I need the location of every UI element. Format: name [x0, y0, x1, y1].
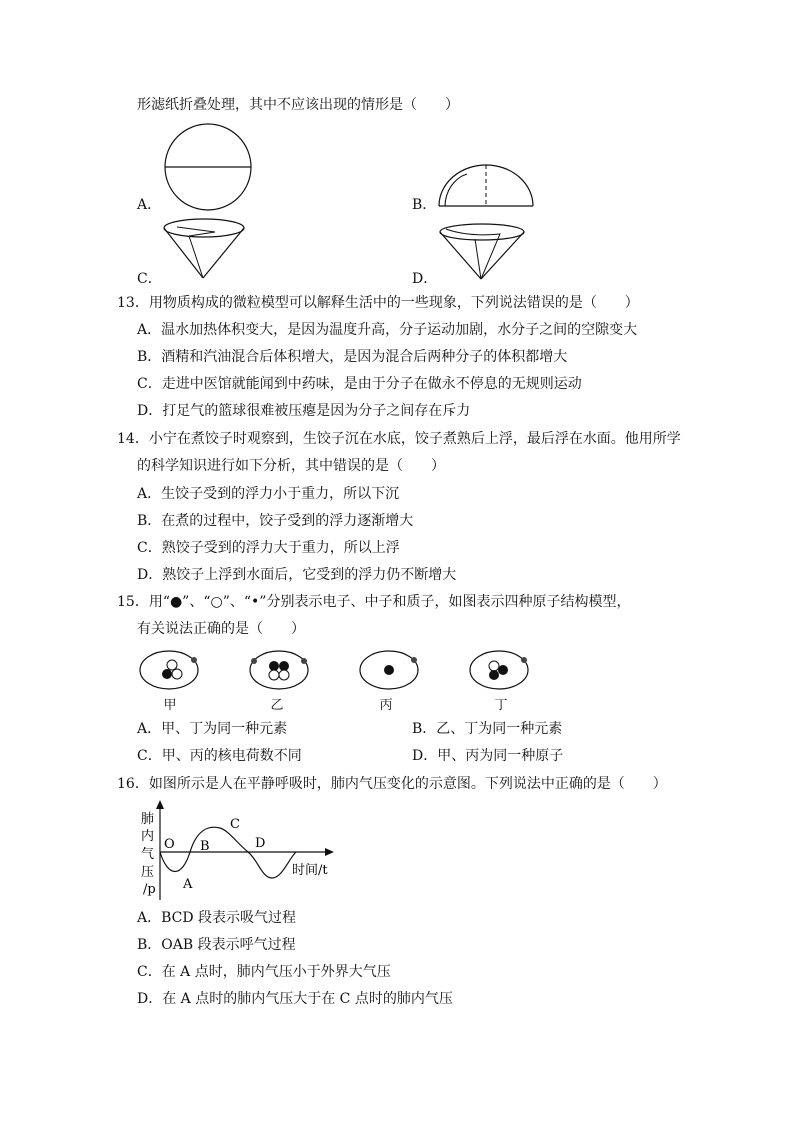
lung-pressure-graph [138, 800, 348, 905]
atom-yi-label: 乙 [270, 698, 284, 713]
q16-option-c: C．在 A 点时，肺内气压小于外界大气压 [137, 964, 391, 980]
point-a-label: A [183, 877, 193, 892]
q12-option-b-label: B． [412, 197, 437, 213]
q16-stem: 16．如图所示是人在平静呼吸时，肺内气压变化的示意图。下列说法中正确的是（ ） [117, 776, 667, 792]
q12-option-a-figure [163, 127, 255, 209]
pressure-curve [160, 827, 296, 878]
q15-stem-line1: 15．用“●”、“○”、“•”分别表示电子、中子和质子，如图表示四种原子结构模型， [117, 594, 631, 610]
q12-stem-tail: 形滤纸折叠处理，其中不应该出现的情形是（ ） [137, 97, 459, 113]
atom-jia [139, 651, 203, 691]
q14-option-c: C．熟饺子受到的浮力大于重力，所以上浮 [137, 540, 400, 556]
q12-option-c-figure [163, 218, 245, 280]
q13-option-c: C．走进中医馆就能闻到中药味，是由于分子在做永不停息的无规则运动 [137, 376, 582, 392]
x-axis-label: 时间/t [292, 863, 328, 878]
q14-stem-line2: 的科学知识进行如下分析，其中错误的是（ ） [137, 458, 445, 474]
q14-option-b: B．在煮的过程中，饺子受到的浮力逐渐增大 [137, 513, 414, 529]
y-label-1: 肺 [141, 812, 155, 827]
q16-option-a: A．BCD 段表示吸气过程 [137, 910, 297, 926]
x-axis-arrow [325, 848, 334, 856]
point-c-label: C [230, 817, 240, 832]
q13-stem: 13．用物质构成的微粒模型可以解释生活中的一些现象，下列说法错误的是（ ） [117, 295, 639, 311]
q14-option-a: A．生饺子受到的浮力小于重力，所以下沉 [137, 486, 400, 502]
q15-option-a: A．甲、丁为同一种元素 [137, 721, 288, 737]
y-label-2: 内 [141, 829, 155, 844]
q12-option-d-label: D． [412, 271, 438, 287]
q14-option-d: D．熟饺子上浮到水面后，它受到的浮力仍不断增大 [137, 567, 457, 583]
point-o-label: O [164, 837, 175, 852]
point-d-label: D [255, 836, 266, 851]
q12-option-d-figure [438, 223, 526, 281]
q15-stem-line2: 有关说法正确的是（ ） [137, 621, 305, 637]
q14-stem-line1: 14．小宁在煮饺子时观察到，生饺子沉在水底，饺子煮熟后上浮，最后浮在水面。他用所学 [117, 431, 681, 447]
q15-option-b: B．乙、丁为同一种元素 [412, 721, 563, 737]
atom-bing-label: 丙 [379, 698, 393, 713]
atom-ding-label: 丁 [494, 698, 508, 713]
point-b-label: B [200, 839, 210, 854]
q12-option-a-label: A． [137, 197, 162, 213]
q15-option-c: C．甲、丙的核电荷数不同 [137, 748, 302, 764]
atom-ding [469, 651, 533, 691]
atom-yi [249, 651, 313, 691]
y-label-5: /p [143, 882, 156, 897]
q15-option-d: D．甲、丙为同一种原子 [412, 748, 564, 764]
y-label-3: 气 [141, 847, 155, 862]
q16-option-d: D．在 A 点时的肺内气压大于在 C 点时的肺内气压 [137, 991, 453, 1007]
q13-option-b: B．酒精和汽油混合后体积增大，是因为混合后两种分子的体积都增大 [137, 349, 568, 365]
q16-option-b: B．OAB 段表示呼气过程 [137, 937, 296, 953]
y-axis-arrow [156, 800, 164, 809]
q13-option-a: A．温水加热体积变大，是因为温度升高，分子运动加剧，水分子之间的空隙变大 [137, 322, 638, 338]
q12-option-b-figure [437, 165, 535, 210]
atom-bing [359, 651, 423, 691]
q12-option-c-label: C． [137, 271, 162, 287]
q13-option-d: D．打足气的篮球很难被压瘪是因为分子之间存在斥力 [137, 403, 471, 419]
atom-jia-label: 甲 [163, 698, 177, 713]
y-label-4: 压 [141, 865, 155, 880]
